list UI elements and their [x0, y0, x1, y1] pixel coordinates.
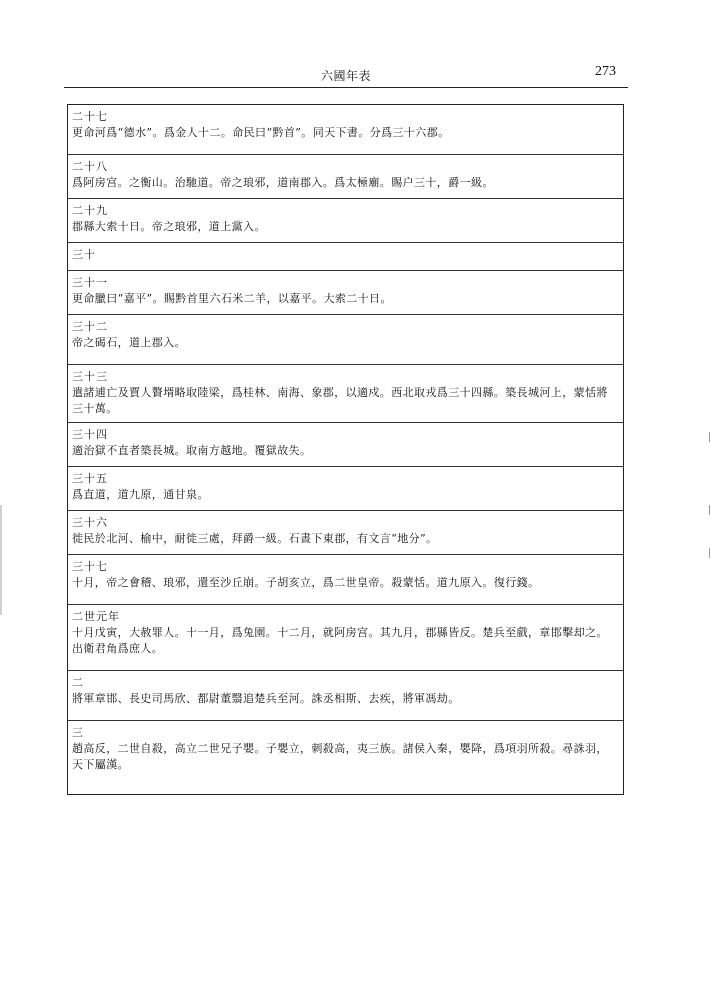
year-label: 三十二	[72, 320, 108, 333]
table-row	[68, 605, 623, 671]
year-label: 二十九	[72, 204, 108, 217]
entry-text: 更命河爲“德水”。爲金人十二。命民曰“黔首”。同天下書。分爲三十六郡。	[72, 126, 450, 139]
entry-text: 徙民於北河、榆中，耐徙三處，拜爵一級。石晝下東郡，有文言“地分”。	[72, 532, 438, 545]
table-row	[68, 467, 623, 511]
entry-text: 十月，帝之會稽、琅邪，還至沙丘崩。子胡亥立，爲二世皇帝。殺蒙恬。道九原入。復行錢。	[72, 576, 540, 589]
entry-text: 遣諸逋亡及賈人贅壻略取陸梁，爲桂林、南海、象郡，以適戍。西北取戎爲三十四縣。築長城河上，蒙恬將三十萬。	[72, 386, 608, 415]
table-row	[68, 423, 623, 467]
table-row	[68, 243, 623, 271]
year-label: 三十	[72, 248, 96, 261]
table-row	[68, 365, 623, 423]
year-label: 三十五	[72, 472, 108, 485]
entry-text: 十月戊寅，大赦罪人。十一月，爲兔園。十二月，就阿房宫。其九月，郡縣皆反。楚兵至戲，章邯擊却之。出衛君角爲庶人。	[72, 626, 608, 655]
entry-text: 爲直道，道九原，通甘泉。	[72, 488, 209, 501]
table-row	[68, 671, 623, 721]
year-label: 三十一	[72, 276, 108, 289]
entry-text: 帝之碣石，道上郡入。	[72, 336, 186, 349]
year-label: 二十八	[72, 160, 108, 173]
year-label: 二世元年	[72, 610, 120, 623]
entry-text: 爲阿房宫。之衡山。治馳道。帝之琅邪，道南郡入。爲太極廟。賜户三十，爵一級。	[72, 176, 494, 189]
table-row	[68, 721, 623, 793]
running-title: 六國年表	[320, 69, 371, 83]
table-row	[68, 315, 623, 365]
year-label: 三十七	[72, 560, 108, 573]
table-row	[68, 271, 623, 315]
year-label: 三十四	[72, 428, 108, 441]
entry-text: 趙高反，二世自殺，高立二世兄子嬰。子嬰立，刺殺高，夷三族。諸侯入秦，嬰降，爲項羽所殺。尋誅羽，天下屬漢。	[72, 742, 608, 771]
table-row	[68, 199, 623, 243]
page-header	[64, 60, 628, 90]
scan-speck	[709, 432, 710, 442]
table-row	[68, 555, 623, 605]
chronology-table	[67, 104, 624, 795]
entry-text: 郡縣大索十日。帝之琅邪，道上黨入。	[72, 220, 266, 233]
year-label: 二	[72, 676, 84, 689]
entry-text: 適治獄不直者築長城。取南方越地。覆獄故失。	[72, 444, 312, 457]
year-label: 三十三	[72, 370, 108, 383]
year-label: 三	[72, 726, 84, 739]
page-number: 273	[595, 64, 616, 79]
scan-edge-shadow	[0, 505, 2, 615]
year-label: 三十六	[72, 516, 108, 529]
table-row	[68, 155, 623, 199]
entry-text: 更命臘曰“嘉平”。賜黔首里六石米二羊，以嘉平。大索二十日。	[72, 292, 392, 305]
header-rule	[64, 87, 628, 88]
year-label: 二十七	[72, 110, 108, 123]
scan-speck	[709, 505, 710, 515]
scan-speck	[709, 548, 710, 558]
table-row	[68, 105, 623, 155]
entry-text: 將軍章邯、長史司馬欣、都尉董翳追楚兵至河。誅丞相斯、去疾，將軍馮劫。	[72, 692, 460, 705]
table-row	[68, 511, 623, 555]
